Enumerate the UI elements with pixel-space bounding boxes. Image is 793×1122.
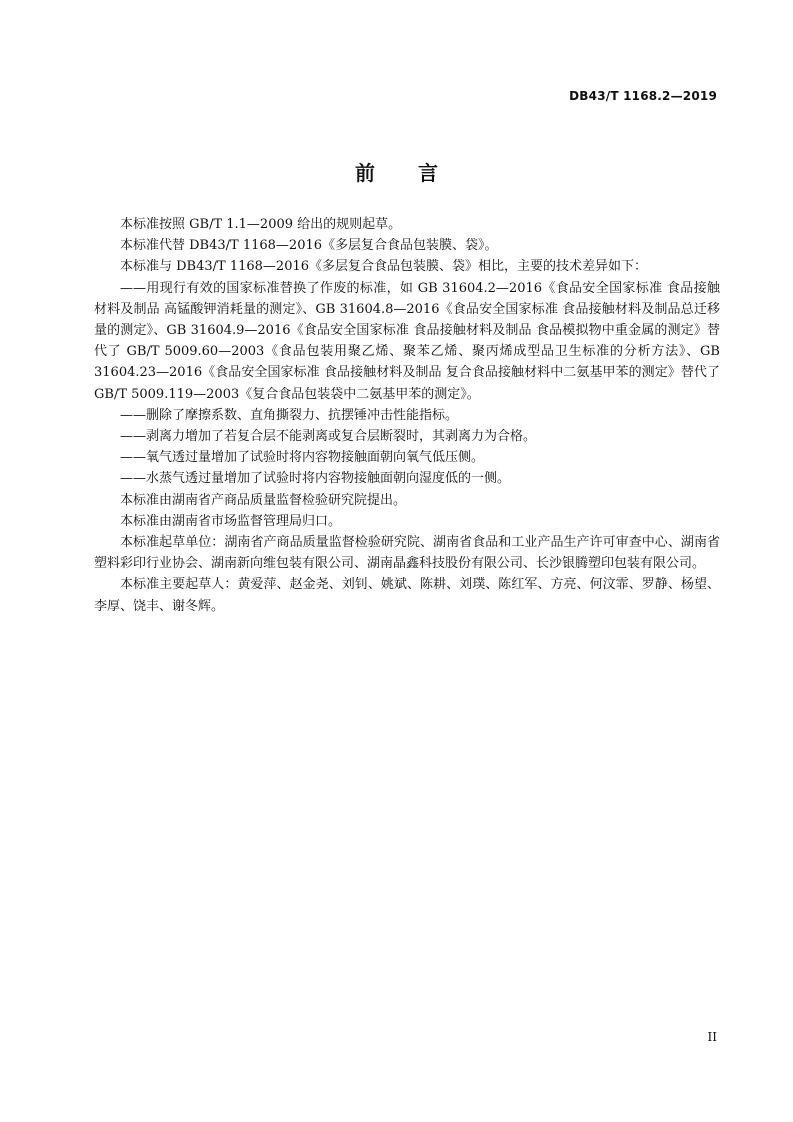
paragraph-difference-vapor: ——水蒸气透过量增加了试验时将内容物接触面朝向湿度低的一侧。 [120,471,511,487]
paragraph-replaces: 本标准代替 DB43/T 1168—2016《多层复合食品包装膜、袋》。 [120,238,498,254]
paragraph-difference-removed: ——删除了摩擦系数、直角撕裂力、抗摆锤冲击性能指标。 [120,407,459,423]
paragraph-drafters: 本标准主要起草人：黄爱萍、赵金尧、刘钊、姚斌、陈耕、刘璞、陈红军、方亮、何汶霏、罗静、杨望、李厚、饶丰、谢冬辉。 [94,577,720,614]
foreword-body [94,214,720,617]
paragraph-drafting-units: 本标准起草单位：湖南省产商品质量监督检验研究院、湖南省食品和工业产品生产许可审查中心、湖南省塑料彩印行业协会、湖南新向维包装有限公司、湖南晶鑫科技股份有限公司、长沙银腾塑印包装有限公司。 [94,535,720,572]
standard-code: DB43/T 1168.2—2019 [569,89,717,103]
paragraph-difference-standards: ——用现行有效的国家标准替换了作废的标准，如 GB 31604.2—2016《食品安全国家标准 食品接触材料及制品 高锰酸钾消耗量的测定》、GB 31604.8—2016《食品安全国家标准 食品接触材料及制品总迁移量的测定》、GB 31604.9—2016《食品安全国家标准 食品接触材料及制品 食品模拟物中重金属的测定》替代了 GB/T 5009.60—2003《食品包装用聚乙烯、聚苯乙烯、聚丙烯成型品卫生标准的分析方法》、GB 31604.23—2016《食品安全国家标准 食品接触材料及制品 复合食品接触材料中二氨基甲苯的测定》替代了 GB/T 5009.119—2003《复合食品包装袋中二氨基甲苯的测定》。 [94,280,720,402]
page-title: 前 言 [355,161,456,185]
paragraph-proposed-by: 本标准由湖南省产商品质量监督检验研究院提出。 [120,492,407,508]
page-number: II [707,1030,717,1044]
paragraph-centralized-by: 本标准由湖南省市场监督管理局归口。 [120,513,342,529]
paragraph-difference-oxygen: ——氧气透过量增加了试验时将内容物接触面朝向氧气低压侧。 [120,450,485,466]
paragraph-drafting-rule: 本标准按照 GB/T 1.1—2009 给出的规则起草。 [120,217,402,232]
paragraph-differences-intro: 本标准与 DB43/T 1168—2016《多层复合食品包装膜、袋》相比，主要的技术差异如下： [120,259,648,275]
paragraph-difference-peel: ——剥离力增加了若复合层不能剥离或复合层断裂时，其剥离力为合格。 [120,429,537,445]
